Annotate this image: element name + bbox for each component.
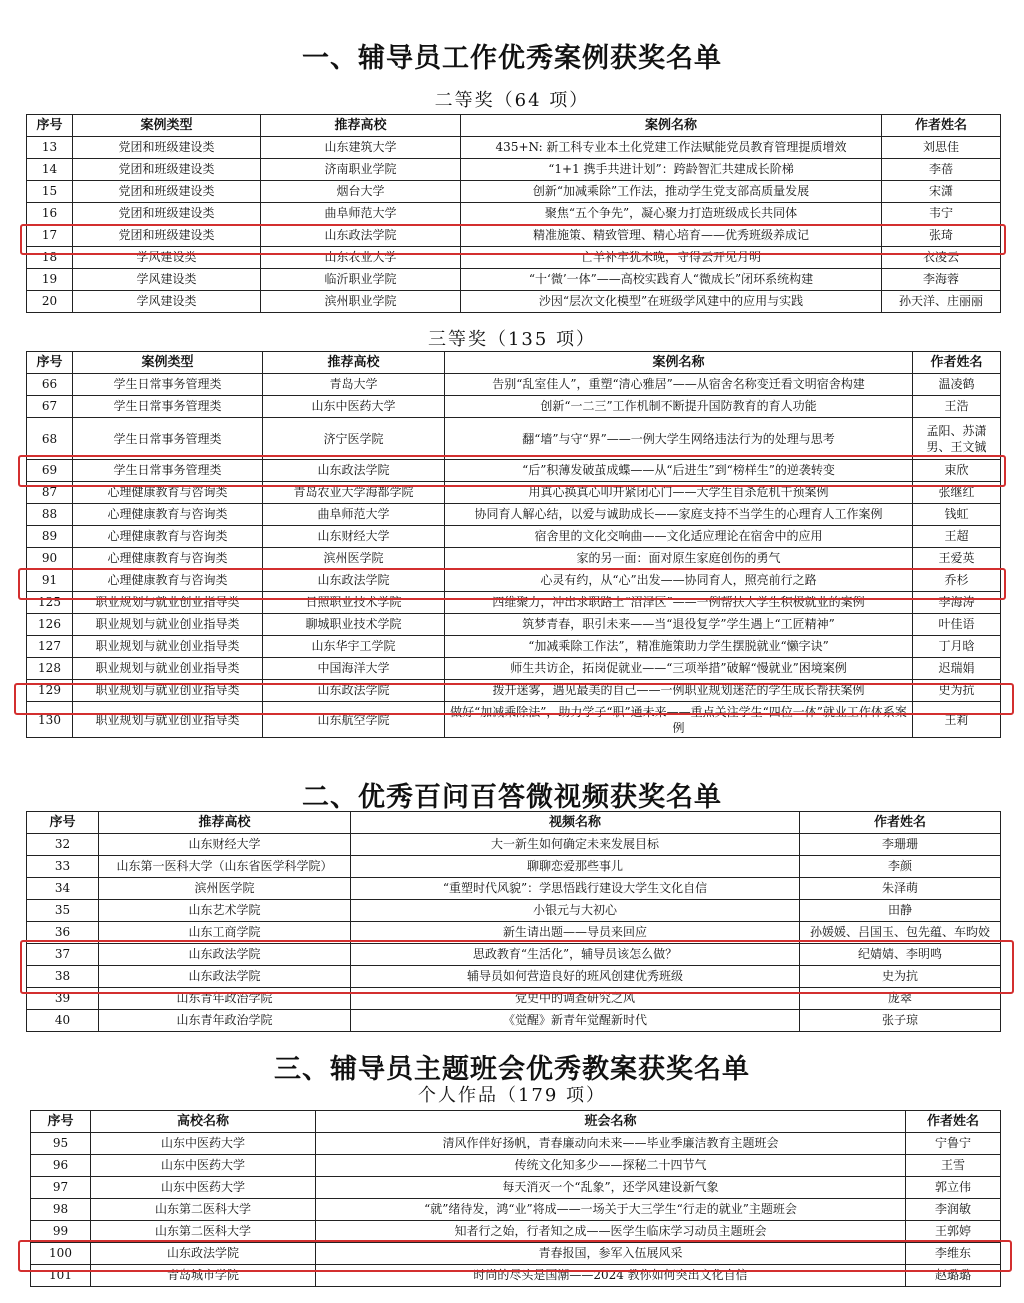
table-cell: 山东财经大学 bbox=[99, 834, 351, 856]
column-header: 推荐高校 bbox=[263, 352, 445, 374]
table-row bbox=[27, 418, 1001, 460]
table-cell: 山东艺术学院 bbox=[99, 900, 351, 922]
table-cell: 曲阜师范大学 bbox=[263, 504, 445, 526]
table-cell: 新生请出题——导员来回应 bbox=[351, 922, 800, 944]
table-cell: 王爱英 bbox=[913, 548, 1001, 570]
table-cell: 时尚的尽头是国潮——2024 教你如何突出文化自信 bbox=[316, 1265, 906, 1287]
table-cell: 20 bbox=[27, 291, 73, 313]
table-row bbox=[27, 1010, 1001, 1032]
table-cell: 学风建设类 bbox=[73, 269, 261, 291]
table-row bbox=[27, 181, 1001, 203]
table-row bbox=[31, 1133, 1001, 1155]
table-cell: 知者行之始，行者知之成——医学生临床学习动员主题班会 bbox=[316, 1221, 906, 1243]
table-row bbox=[27, 900, 1001, 922]
table-cell: 乔杉 bbox=[913, 570, 1001, 592]
table-cell: 滨州医学院 bbox=[99, 878, 351, 900]
table-cell: 聚焦“五个争先”，凝心聚力打造班级成长共同体 bbox=[461, 203, 882, 225]
column-header: 作者姓名 bbox=[800, 812, 1001, 834]
table-cell: 束欣 bbox=[913, 460, 1001, 482]
table-cell: 朱泽萌 bbox=[800, 878, 1001, 900]
column-header: 高校名称 bbox=[91, 1111, 316, 1133]
table-cell: 刘思佳 bbox=[882, 137, 1001, 159]
table-row bbox=[27, 988, 1001, 1010]
table-cell: 党史中的调查研究之风 bbox=[351, 988, 800, 1010]
table-cell: 李颜 bbox=[800, 856, 1001, 878]
table-cell: 青岛农业大学海都学院 bbox=[263, 482, 445, 504]
table-cell: 心灵有约，从“心”出发——协同育人，照亮前行之路 bbox=[445, 570, 913, 592]
table-cell: 临沂职业学院 bbox=[261, 269, 461, 291]
table-cell: 学生日常事务管理类 bbox=[73, 396, 263, 418]
table-row bbox=[27, 203, 1001, 225]
column-header: 序号 bbox=[27, 352, 73, 374]
section3-title: 三、辅导员主题班会优秀教案获奖名单 bbox=[274, 1054, 750, 1085]
table-cell: 孙天洋、庄丽丽 bbox=[882, 291, 1001, 313]
table-cell: 济南职业学院 bbox=[261, 159, 461, 181]
table-cell: 32 bbox=[27, 834, 99, 856]
table-cell: 张琦 bbox=[882, 225, 1001, 247]
table-cell: 拨开迷雾，遇见最美的自己——一例职业规划迷茫的学生成长帮扶案例 bbox=[445, 680, 913, 702]
table-cell: 清风作伴好扬帆，青春廉动向未来——毕业季廉洁教育主题班会 bbox=[316, 1133, 906, 1155]
table-row bbox=[27, 374, 1001, 396]
table-cell: 传统文化知多少——探秘二十四节气 bbox=[316, 1155, 906, 1177]
table-cell: 山东第二医科大学 bbox=[91, 1221, 316, 1243]
section3-subtitle: 个人作品（179 项） bbox=[417, 1085, 607, 1106]
table-cell: 党团和班级建设类 bbox=[73, 181, 261, 203]
table-cell: 98 bbox=[31, 1199, 91, 1221]
table-cell: 68 bbox=[27, 418, 73, 460]
table-cell: 学生日常事务管理类 bbox=[73, 418, 263, 460]
table-row bbox=[27, 570, 1001, 592]
third-prize-table bbox=[26, 351, 1001, 738]
table-cell: 山东第一医科大学（山东省医学科学院） bbox=[99, 856, 351, 878]
table-cell: 王雪 bbox=[906, 1155, 1001, 1177]
table-cell: 做好“加减乘除法”，助力学子“职”通未来——重点关注学生“四位一体”就业工作体系案例 bbox=[445, 702, 913, 738]
table-row bbox=[27, 966, 1001, 988]
table-cell: 山东中医药大学 bbox=[91, 1177, 316, 1199]
table-row bbox=[27, 548, 1001, 570]
table-cell: 《觉醒》新青年觉醒新时代 bbox=[351, 1010, 800, 1032]
table-cell: 小银元与大初心 bbox=[351, 900, 800, 922]
table-cell: 李海涛 bbox=[913, 592, 1001, 614]
column-header: 案例类型 bbox=[73, 352, 263, 374]
table-cell: 88 bbox=[27, 504, 73, 526]
section2-title: 二、优秀百问百答微视频获奖名单 bbox=[302, 782, 722, 813]
table-cell: 91 bbox=[27, 570, 73, 592]
table-cell: “重塑时代风貌”：学思悟践行建设大学生文化自信 bbox=[351, 878, 800, 900]
table-row bbox=[31, 1155, 1001, 1177]
table-cell: 党团和班级建设类 bbox=[73, 159, 261, 181]
table-cell: 100 bbox=[31, 1243, 91, 1265]
table-cell: “就”绪待发，鸿“业”将成——一场关于大三学生“行走的就业”主题班会 bbox=[316, 1199, 906, 1221]
table-cell: 435+N: 新工科专业本土化党建工作法赋能党员教育管理提质增效 bbox=[461, 137, 882, 159]
table-cell: 山东航空学院 bbox=[263, 702, 445, 738]
table-cell: 王郭婷 bbox=[906, 1221, 1001, 1243]
table-cell: 学生日常事务管理类 bbox=[73, 460, 263, 482]
column-header: 推荐高校 bbox=[261, 115, 461, 137]
table-cell: “1+1 携手共进计划”：跨龄智汇共建成长阶梯 bbox=[461, 159, 882, 181]
table-cell: 职业规划与就业创业指导类 bbox=[73, 614, 263, 636]
table-row bbox=[27, 614, 1001, 636]
table-cell: “后”积薄发破茧成蝶——从“后进生”到“榜样生”的逆袭转变 bbox=[445, 460, 913, 482]
table-cell: 95 bbox=[31, 1133, 91, 1155]
table-cell: 33 bbox=[27, 856, 99, 878]
column-header: 序号 bbox=[27, 812, 99, 834]
table-cell: 青春报国，参军入伍展风采 bbox=[316, 1243, 906, 1265]
table-row bbox=[31, 1243, 1001, 1265]
table-cell: 李润敏 bbox=[906, 1199, 1001, 1221]
table-cell: 126 bbox=[27, 614, 73, 636]
table-cell: “加减乘除工作法”，精准施策助力学生摆脱就业“懒字诀” bbox=[445, 636, 913, 658]
table-row bbox=[27, 636, 1001, 658]
table-row bbox=[27, 878, 1001, 900]
table-cell: 山东政法学院 bbox=[263, 570, 445, 592]
table-cell: 山东政法学院 bbox=[99, 944, 351, 966]
table-row bbox=[27, 504, 1001, 526]
table-row bbox=[27, 482, 1001, 504]
table-row bbox=[27, 856, 1001, 878]
table-cell: 烟台大学 bbox=[261, 181, 461, 203]
table-row bbox=[27, 159, 1001, 181]
table-cell: 37 bbox=[27, 944, 99, 966]
table-cell: 丁月晗 bbox=[913, 636, 1001, 658]
table-row bbox=[27, 922, 1001, 944]
column-header: 序号 bbox=[31, 1111, 91, 1133]
table-cell: 曲阜师范大学 bbox=[261, 203, 461, 225]
second-prize-table bbox=[26, 114, 1001, 313]
table-cell: 125 bbox=[27, 592, 73, 614]
table-cell: 19 bbox=[27, 269, 73, 291]
table-cell: 李维东 bbox=[906, 1243, 1001, 1265]
table-cell: 聊城职业技术学院 bbox=[263, 614, 445, 636]
table-cell: 山东青年政治学院 bbox=[99, 988, 351, 1010]
table-cell: 山东华宇工学院 bbox=[263, 636, 445, 658]
table-cell: 山东政法学院 bbox=[91, 1243, 316, 1265]
table-cell: 128 bbox=[27, 658, 73, 680]
table-cell: 山东第二医科大学 bbox=[91, 1199, 316, 1221]
table-row bbox=[27, 247, 1001, 269]
table-cell: 山东中医药大学 bbox=[263, 396, 445, 418]
table-cell: 衣凌云 bbox=[882, 247, 1001, 269]
table-row bbox=[27, 460, 1001, 482]
table-cell: 心理健康教育与咨询类 bbox=[73, 504, 263, 526]
table-cell: 66 bbox=[27, 374, 73, 396]
table-cell: 王超 bbox=[913, 526, 1001, 548]
table-cell: 16 bbox=[27, 203, 73, 225]
table-cell: 韦宁 bbox=[882, 203, 1001, 225]
table-cell: 山东政法学院 bbox=[99, 966, 351, 988]
table-row bbox=[27, 269, 1001, 291]
table-cell: 130 bbox=[27, 702, 73, 738]
table-cell: 山东工商学院 bbox=[99, 922, 351, 944]
table-cell: 孟阳、苏潇男、王文铖 bbox=[913, 418, 1001, 460]
table-cell: 王浩 bbox=[913, 396, 1001, 418]
table-cell: 69 bbox=[27, 460, 73, 482]
table-cell: 心理健康教育与咨询类 bbox=[73, 526, 263, 548]
table-cell: 中国海洋大学 bbox=[263, 658, 445, 680]
table-cell: 筑梦青春，职引未来——当“退役复学”学生遇上“工匠精神” bbox=[445, 614, 913, 636]
table-cell: 沙因“层次文化模型”在班级学风建中的应用与实践 bbox=[461, 291, 882, 313]
table-cell: 赵璐璐 bbox=[906, 1265, 1001, 1287]
table-cell: 山东农业大学 bbox=[261, 247, 461, 269]
table-cell: 聊聊恋爱那些事儿 bbox=[351, 856, 800, 878]
table-cell: 职业规划与就业创业指导类 bbox=[73, 592, 263, 614]
table-cell: 史为抗 bbox=[913, 680, 1001, 702]
column-header: 案例名称 bbox=[445, 352, 913, 374]
table-cell: 15 bbox=[27, 181, 73, 203]
table-cell: 亡羊补牢犹未晚，守得云开见月明 bbox=[461, 247, 882, 269]
table-cell: 师生共访企，拓岗促就业——“三项举措”破解“慢就业”困境案例 bbox=[445, 658, 913, 680]
table-row bbox=[27, 225, 1001, 247]
class-meeting-table bbox=[30, 1110, 1001, 1287]
table-cell: 史为抗 bbox=[800, 966, 1001, 988]
table-cell: 山东政法学院 bbox=[261, 225, 461, 247]
table-cell: 钱虹 bbox=[913, 504, 1001, 526]
table-cell: 职业规划与就业创业指导类 bbox=[73, 702, 263, 738]
table-cell: 孙媛媛、吕国玉、包先蕴、车昀姣 bbox=[800, 922, 1001, 944]
table-row bbox=[27, 834, 1001, 856]
section1-second-prize-subtitle: 二等奖（64 项） bbox=[434, 90, 590, 111]
table-cell: 90 bbox=[27, 548, 73, 570]
table-row bbox=[31, 1199, 1001, 1221]
table-cell: 山东建筑大学 bbox=[261, 137, 461, 159]
table-cell: 李海蓉 bbox=[882, 269, 1001, 291]
table-cell: 创新“加减乘除”工作法，推动学生党支部高质量发展 bbox=[461, 181, 882, 203]
table-cell: 庞翠 bbox=[800, 988, 1001, 1010]
table-cell: 家的另一面：面对原生家庭创伤的勇气 bbox=[445, 548, 913, 570]
column-header: 推荐高校 bbox=[99, 812, 351, 834]
table-row bbox=[27, 944, 1001, 966]
table-cell: 郭立伟 bbox=[906, 1177, 1001, 1199]
table-row bbox=[27, 592, 1001, 614]
table-cell: 山东中医药大学 bbox=[91, 1155, 316, 1177]
table-row bbox=[31, 1177, 1001, 1199]
table-cell: 心理健康教育与咨询类 bbox=[73, 548, 263, 570]
table-cell: 思政教育“生活化”，辅导员该怎么做？ bbox=[351, 944, 800, 966]
column-header: 作者姓名 bbox=[882, 115, 1001, 137]
table-cell: 职业规划与就业创业指导类 bbox=[73, 658, 263, 680]
table-cell: 温凌鹤 bbox=[913, 374, 1001, 396]
table-cell: 日照职业技术学院 bbox=[263, 592, 445, 614]
table-row bbox=[27, 702, 1001, 738]
table-cell: 101 bbox=[31, 1265, 91, 1287]
section1-third-prize-subtitle: 三等奖（135 项） bbox=[427, 329, 597, 350]
column-header: 视频名称 bbox=[351, 812, 800, 834]
section1-title: 一、辅导员工作优秀案例获奖名单 bbox=[302, 43, 722, 74]
table-cell: 职业规划与就业创业指导类 bbox=[73, 636, 263, 658]
table-cell: 心理健康教育与咨询类 bbox=[73, 482, 263, 504]
table-row bbox=[27, 680, 1001, 702]
table-cell: 99 bbox=[31, 1221, 91, 1243]
table-cell: 89 bbox=[27, 526, 73, 548]
table-cell: 学风建设类 bbox=[73, 247, 261, 269]
table-cell: 宁鲁宁 bbox=[906, 1133, 1001, 1155]
column-header: 班会名称 bbox=[316, 1111, 906, 1133]
micro-video-table bbox=[26, 811, 1001, 1032]
table-cell: 辅导员如何营造良好的班风创建优秀班级 bbox=[351, 966, 800, 988]
table-cell: 张子琼 bbox=[800, 1010, 1001, 1032]
table-cell: 四维聚力，冲出求职路上“沼泽区”——一例帮扶大学生积极就业的案例 bbox=[445, 592, 913, 614]
table-cell: 青岛城市学院 bbox=[91, 1265, 316, 1287]
table-cell: 用真心换真心叩开紧闭心门——大学生自杀危机干预案例 bbox=[445, 482, 913, 504]
table-cell: 党团和班级建设类 bbox=[73, 225, 261, 247]
table-cell: 滨州职业学院 bbox=[261, 291, 461, 313]
table-cell: 宿舍里的文化交响曲——文化适应理论在宿舍中的应用 bbox=[445, 526, 913, 548]
table-cell: 129 bbox=[27, 680, 73, 702]
table-cell: 山东中医药大学 bbox=[91, 1133, 316, 1155]
table-cell: 李珊珊 bbox=[800, 834, 1001, 856]
table-cell: 67 bbox=[27, 396, 73, 418]
column-header: 序号 bbox=[27, 115, 73, 137]
column-header: 案例名称 bbox=[461, 115, 882, 137]
table-cell: 青岛大学 bbox=[263, 374, 445, 396]
table-cell: 96 bbox=[31, 1155, 91, 1177]
table-cell: 党团和班级建设类 bbox=[73, 137, 261, 159]
table-cell: 山东政法学院 bbox=[263, 680, 445, 702]
table-cell: 山东财经大学 bbox=[263, 526, 445, 548]
column-header: 作者姓名 bbox=[913, 352, 1001, 374]
table-cell: 告别“乱室佳人”，重塑“清心雅居”——从宿舍名称变迁看文明宿舍构建 bbox=[445, 374, 913, 396]
table-cell: 40 bbox=[27, 1010, 99, 1032]
column-header: 案例类型 bbox=[73, 115, 261, 137]
table-cell: 创新“一二三”工作机制不断提升国防教育的育人功能 bbox=[445, 396, 913, 418]
table-cell: 叶佳语 bbox=[913, 614, 1001, 636]
table-cell: 34 bbox=[27, 878, 99, 900]
table-row bbox=[31, 1265, 1001, 1287]
table-cell: 田静 bbox=[800, 900, 1001, 922]
table-cell: 迟瑞娟 bbox=[913, 658, 1001, 680]
table-row bbox=[27, 396, 1001, 418]
table-cell: 李蓓 bbox=[882, 159, 1001, 181]
table-cell: 学生日常事务管理类 bbox=[73, 374, 263, 396]
table-cell: 大一新生如何确定未来发展目标 bbox=[351, 834, 800, 856]
table-cell: 35 bbox=[27, 900, 99, 922]
table-cell: 山东政法学院 bbox=[263, 460, 445, 482]
table-row bbox=[27, 526, 1001, 548]
column-header: 作者姓名 bbox=[906, 1111, 1001, 1133]
table-cell: 97 bbox=[31, 1177, 91, 1199]
table-cell: 39 bbox=[27, 988, 99, 1010]
table-cell: 党团和班级建设类 bbox=[73, 203, 261, 225]
table-row bbox=[27, 291, 1001, 313]
table-cell: 纪婧婧、李明鸣 bbox=[800, 944, 1001, 966]
table-cell: 127 bbox=[27, 636, 73, 658]
table-cell: 济宁医学院 bbox=[263, 418, 445, 460]
table-cell: 心理健康教育与咨询类 bbox=[73, 570, 263, 592]
table-cell: 精准施策、精致管理、精心培育——优秀班级养成记 bbox=[461, 225, 882, 247]
table-cell: 38 bbox=[27, 966, 99, 988]
table-row bbox=[27, 137, 1001, 159]
table-cell: 学风建设类 bbox=[73, 291, 261, 313]
table-cell: 山东青年政治学院 bbox=[99, 1010, 351, 1032]
table-cell: 87 bbox=[27, 482, 73, 504]
table-cell: 宋潇 bbox=[882, 181, 1001, 203]
table-cell: 13 bbox=[27, 137, 73, 159]
table-cell: 协同育人解心结，以爱与诚助成长——家庭支持不当学生的心理育人工作案例 bbox=[445, 504, 913, 526]
table-cell: 每天消灭一个“乱象”，还学风建设新气象 bbox=[316, 1177, 906, 1199]
table-cell: 14 bbox=[27, 159, 73, 181]
table-cell: 滨州医学院 bbox=[263, 548, 445, 570]
table-row bbox=[31, 1221, 1001, 1243]
table-cell: 18 bbox=[27, 247, 73, 269]
table-cell: 17 bbox=[27, 225, 73, 247]
table-cell: 翻“墙”与守“界”——一例大学生网络违法行为的处理与思考 bbox=[445, 418, 913, 460]
table-cell: 职业规划与就业创业指导类 bbox=[73, 680, 263, 702]
table-cell: 36 bbox=[27, 922, 99, 944]
table-row bbox=[27, 658, 1001, 680]
table-cell: 张继红 bbox=[913, 482, 1001, 504]
table-cell: “十‘微’一体”——高校实践育人“微成长”闭环系统构建 bbox=[461, 269, 882, 291]
table-cell: 王莉 bbox=[913, 702, 1001, 738]
